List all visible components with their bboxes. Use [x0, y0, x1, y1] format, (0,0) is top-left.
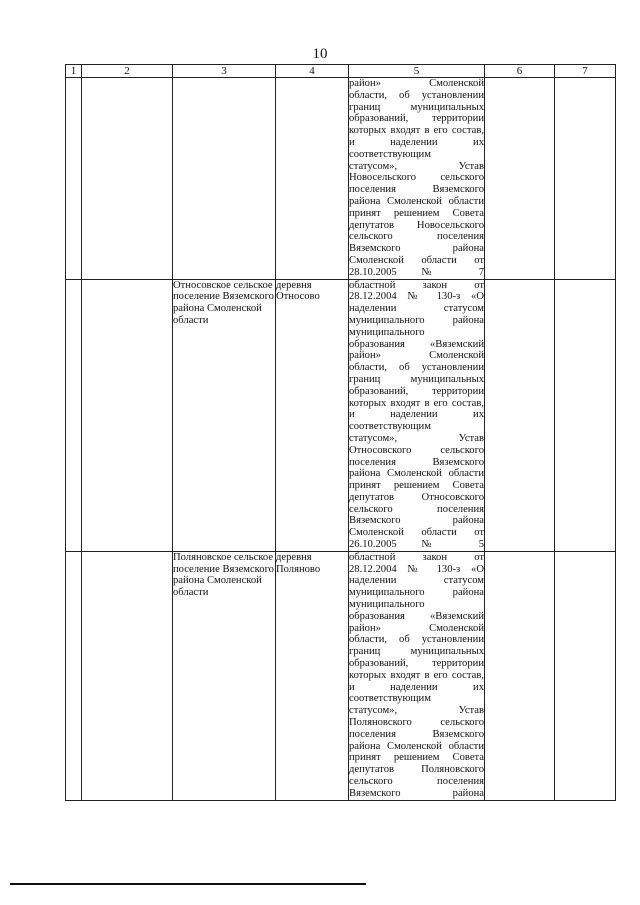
- cell-col6: [485, 78, 555, 280]
- legal-basis-line: и наделении их: [349, 681, 484, 693]
- legal-basis-line: район» Смоленской: [349, 350, 484, 362]
- legal-basis-line: муниципального: [349, 326, 425, 338]
- column-header: 2: [82, 65, 173, 78]
- column-header: 3: [173, 65, 276, 78]
- legal-basis-line: области, об установлении: [349, 362, 484, 374]
- legal-basis-line: 26.10.2005 № 5: [349, 539, 484, 551]
- cell-settlement: Относовское сельское поселение Вяземского района Смоленской области: [173, 279, 276, 551]
- legal-basis-line: области, об установлении: [349, 634, 484, 646]
- legal-basis-line: 28.12.2004 № 130-з «О: [349, 291, 484, 303]
- legal-basis-line: наделении статусом: [349, 303, 484, 315]
- table-header-row: [66, 65, 616, 78]
- legal-basis-line: соответствующим: [349, 148, 431, 160]
- registry-table: [65, 64, 616, 801]
- legal-basis-line: Смоленской области от: [349, 254, 484, 266]
- cell-num: [66, 551, 82, 800]
- legal-basis-line: Вяземского района: [349, 787, 484, 799]
- legal-basis-line: района Смоленской области: [349, 740, 484, 752]
- legal-basis-line: принят решением Совета: [349, 207, 484, 219]
- legal-basis-line: район» Смоленской: [349, 78, 484, 89]
- cell-col7: [555, 551, 616, 800]
- legal-basis-line: статусом», Устав: [349, 160, 484, 172]
- legal-basis-line: поселения Вяземского: [349, 456, 484, 468]
- cell-col6: [485, 551, 555, 800]
- legal-basis-line: которых входят в его состав,: [349, 125, 484, 137]
- legal-basis-line: сельского поселения: [349, 231, 484, 243]
- legal-basis-line: сельского поселения: [349, 776, 484, 788]
- legal-basis-line: 28.10.2005 № 7: [349, 266, 484, 278]
- legal-basis-line: которых входят в его состав,: [349, 397, 484, 409]
- legal-basis-line: образования «Вяземский: [349, 338, 484, 350]
- page-number: 10: [312, 46, 328, 62]
- legal-basis-line: образований, территории: [349, 658, 484, 670]
- cell-settlement: Поляновское сельское поселение Вяземского района Смоленской области: [173, 551, 276, 800]
- cell-legal-basis: [349, 78, 485, 280]
- table-row: [66, 78, 616, 280]
- legal-basis-line: области, об установлении: [349, 89, 484, 101]
- cell-name: [82, 78, 173, 280]
- legal-basis-line: депутатов Поляновского: [349, 764, 484, 776]
- legal-basis-line: границ муниципальных: [349, 373, 484, 385]
- legal-basis-line: муниципального: [349, 599, 425, 611]
- legal-basis-line: Вяземского района: [349, 515, 484, 527]
- column-header: 7: [555, 65, 616, 78]
- column-header: 5: [349, 65, 485, 78]
- legal-basis-line: соответствующим: [349, 693, 431, 705]
- legal-basis-line: района Смоленской области: [349, 468, 484, 480]
- legal-basis-line: образования «Вяземский: [349, 610, 484, 622]
- column-header: 1: [66, 65, 82, 78]
- cell-legal-basis: [349, 551, 485, 800]
- legal-basis-line: образований, территории: [349, 113, 484, 125]
- legal-basis-line: которых входят в его состав,: [349, 669, 484, 681]
- cell-center: [276, 78, 349, 280]
- cell-center: деревня Поляново: [276, 551, 349, 800]
- cell-col7: [555, 78, 616, 280]
- legal-basis-line: областной закон от: [349, 551, 484, 563]
- cell-center: деревня Относово: [276, 279, 349, 551]
- legal-basis-line: границ муниципальных: [349, 646, 484, 658]
- legal-basis-line: поселения Вяземского: [349, 728, 484, 740]
- legal-basis-line: границ муниципальных: [349, 101, 484, 113]
- legal-basis-line: наделении статусом: [349, 575, 484, 587]
- legal-basis-line: статусом», Устав: [349, 705, 484, 717]
- table-row: [66, 279, 616, 551]
- legal-basis-line: Поляновского сельского: [349, 717, 484, 729]
- legal-basis-line: Новосельского сельского: [349, 172, 484, 184]
- cell-num: [66, 279, 82, 551]
- legal-basis-line: областной закон от: [349, 279, 484, 291]
- legal-basis-line: принят решением Совета: [349, 752, 484, 764]
- cell-settlement: [173, 78, 276, 280]
- cell-name: [82, 279, 173, 551]
- legal-basis-line: района Смоленской области: [349, 195, 484, 207]
- column-header: 6: [485, 65, 555, 78]
- table-row: [66, 551, 616, 800]
- legal-basis-line: депутатов Новосельского: [349, 219, 484, 231]
- legal-basis-line: Вяземского района: [349, 243, 484, 255]
- legal-basis-line: сельского поселения: [349, 503, 484, 515]
- cell-col6: [485, 279, 555, 551]
- legal-basis-line: и наделении их: [349, 409, 484, 421]
- legal-basis-line: образований, территории: [349, 385, 484, 397]
- legal-basis-line: Смоленской области от: [349, 527, 484, 539]
- legal-basis-line: район» Смоленской: [349, 622, 484, 634]
- column-header: 4: [276, 65, 349, 78]
- cell-col7: [555, 279, 616, 551]
- cell-legal-basis: [349, 279, 485, 551]
- cell-num: [66, 78, 82, 280]
- legal-basis-line: муниципального района: [349, 587, 484, 599]
- legal-basis-line: депутатов Относовского: [349, 491, 484, 503]
- legal-basis-line: принят решением Совета: [349, 480, 484, 492]
- legal-basis-line: соответствующим: [349, 421, 431, 433]
- legal-basis-line: Относовского сельского: [349, 444, 484, 456]
- cell-name: [82, 551, 173, 800]
- legal-basis-line: муниципального района: [349, 314, 484, 326]
- legal-basis-line: статусом», Устав: [349, 432, 484, 444]
- legal-basis-line: 28.12.2004 № 130-з «О: [349, 563, 484, 575]
- footer-rule: [10, 883, 366, 885]
- legal-basis-line: поселения Вяземского: [349, 184, 484, 196]
- legal-basis-line: и наделении их: [349, 136, 484, 148]
